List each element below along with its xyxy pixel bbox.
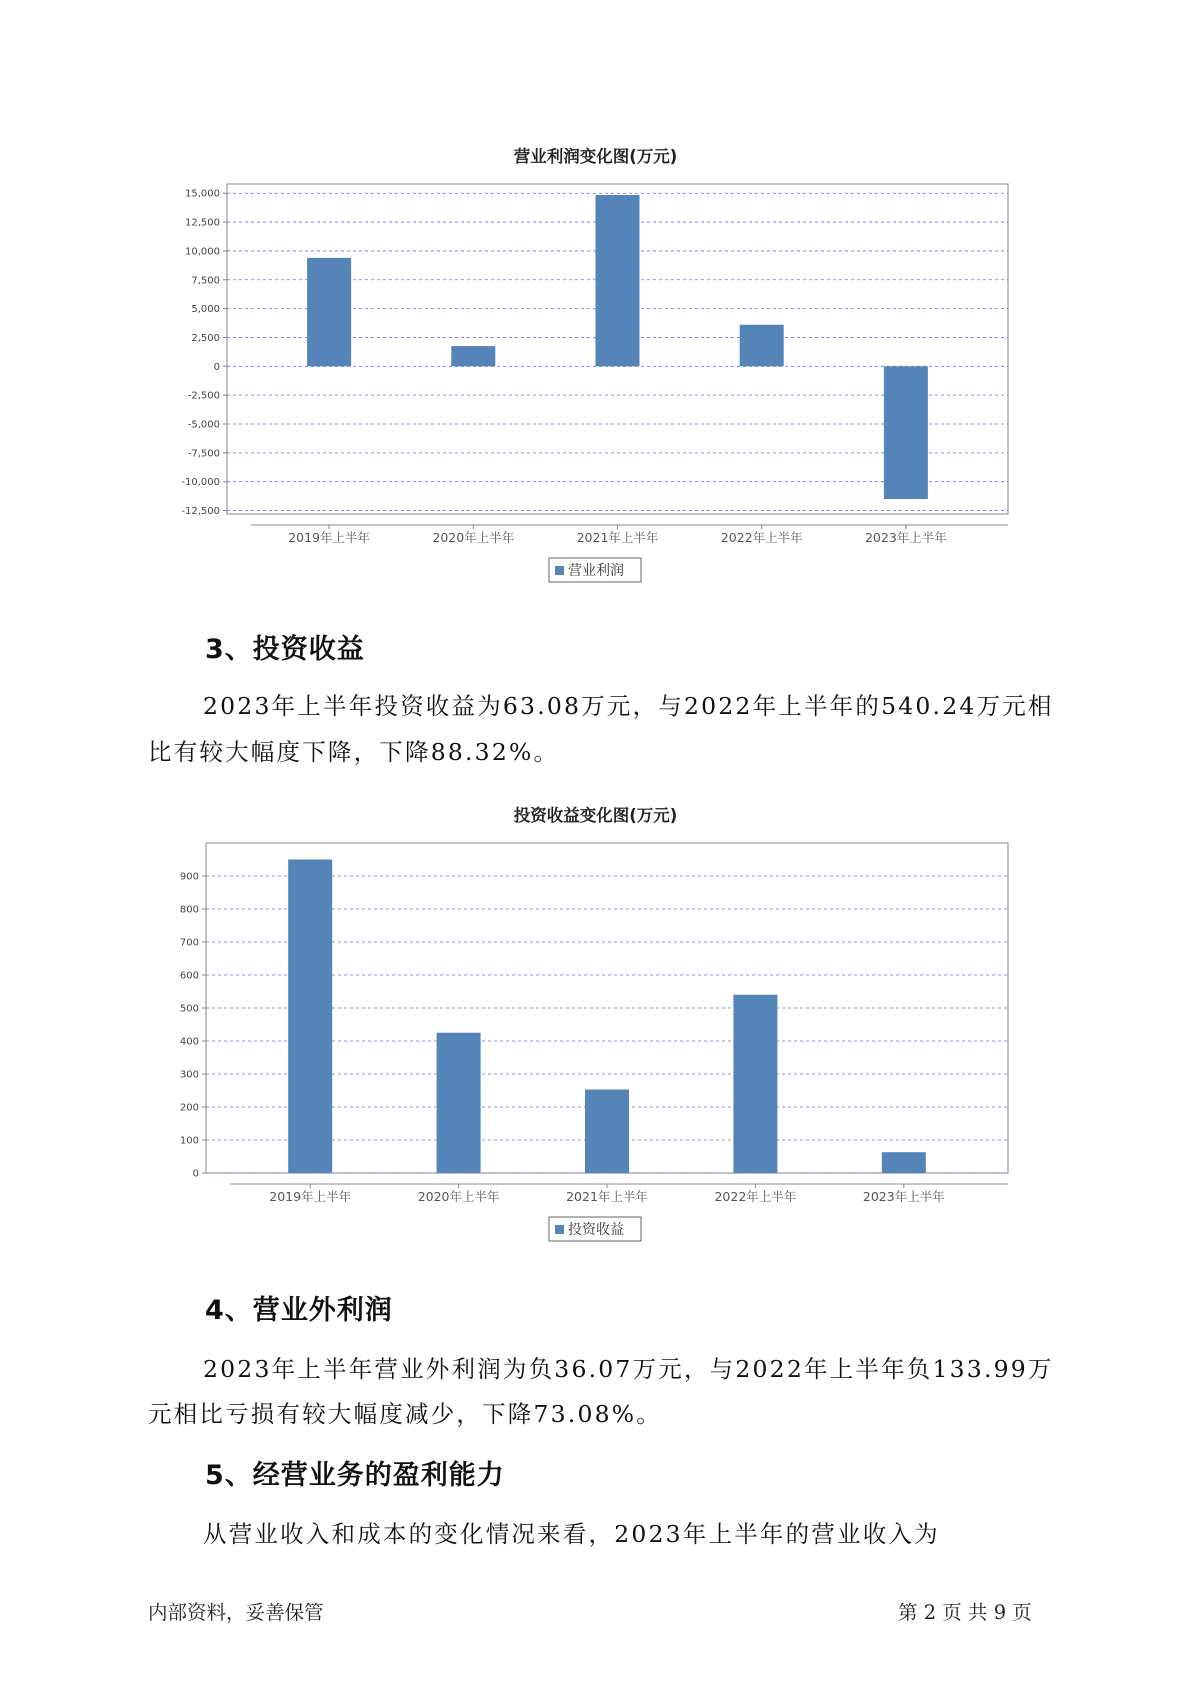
chart1-xtick-label: 2021年上半年 bbox=[576, 530, 659, 545]
chart1-ytick-label: -10,000 bbox=[181, 477, 220, 489]
chart2-ytick-label: 700 bbox=[179, 937, 199, 949]
section-4-paragraph-line-2: 元相比亏损有较大幅度减少，下降73.08%。 bbox=[148, 1400, 663, 1428]
chart2-legend-swatch bbox=[555, 1225, 564, 1234]
chart1-ytick-label: 7,500 bbox=[191, 275, 220, 287]
chart2-bar bbox=[288, 860, 332, 1174]
chart1-xtick-label: 2020年上半年 bbox=[432, 530, 515, 545]
chart2-ytick-label: 300 bbox=[179, 1069, 199, 1081]
chart1-legend-label: 营业利润 bbox=[568, 563, 624, 579]
footer-confidential-note: 内部资料，妥善保管 bbox=[148, 1601, 324, 1624]
chart2-ytick-label: 200 bbox=[179, 1102, 199, 1114]
footer-page-number: 第 2 页 共 9 页 bbox=[898, 1601, 1032, 1624]
chart2-bar bbox=[585, 1090, 629, 1173]
chart1-ytick-label: 5,000 bbox=[191, 304, 220, 316]
section-4-heading: 4、营业外利润 bbox=[205, 1295, 393, 1326]
section-3-paragraph-line-1: 2023年上半年投资收益为63.08万元，与2022年上半年的540.24万元相 bbox=[203, 692, 1054, 720]
chart1-title: 营业利润变化图(万元) bbox=[513, 147, 678, 166]
chart1-ytick-label: -5,000 bbox=[187, 419, 220, 431]
chart1-ytick-label: 10,000 bbox=[185, 246, 220, 258]
chart2-xtick-label: 2021年上半年 bbox=[566, 1189, 648, 1204]
chart2-ytick-label: 500 bbox=[179, 1003, 199, 1015]
chart1-ytick-label: -7,500 bbox=[187, 448, 220, 460]
chart1-ytick-label: 15,000 bbox=[185, 188, 220, 200]
chart2-xtick-label: 2019年上半年 bbox=[269, 1189, 352, 1204]
chart2-xtick-label: 2020年上半年 bbox=[417, 1189, 500, 1204]
chart1-ytick-label: 2,500 bbox=[191, 332, 220, 344]
chart2-ytick-label: 600 bbox=[179, 970, 199, 982]
chart1-ytick-label: 12,500 bbox=[185, 217, 220, 229]
chart1-xtick-label: 2023年上半年 bbox=[864, 530, 947, 545]
section-4-paragraph-line-1: 2023年上半年营业外利润为负36.07万元，与2022年上半年负133.99万 bbox=[203, 1355, 1054, 1383]
chart1-ytick-label: -2,500 bbox=[187, 390, 220, 402]
section-5-heading: 5、经营业务的盈利能力 bbox=[205, 1460, 505, 1491]
chart1-ytick-label: -12,500 bbox=[181, 506, 220, 518]
chart2-ytick-label: 900 bbox=[179, 871, 199, 883]
section-3-paragraph-line-2: 比有较大幅度下降，下降88.32%。 bbox=[148, 738, 560, 766]
chart1-ytick-label: 0 bbox=[213, 361, 220, 373]
chart2-ytick-label: 100 bbox=[179, 1135, 199, 1147]
chart2-bar bbox=[882, 1152, 926, 1173]
chart2-ytick-label: 400 bbox=[179, 1036, 199, 1048]
chart2-ytick-label: 800 bbox=[179, 904, 199, 916]
chart1-xtick-label: 2019年上半年 bbox=[288, 530, 371, 545]
chart2-ytick-label: 0 bbox=[192, 1168, 199, 1180]
chart2-legend-label: 投资收益 bbox=[568, 1222, 624, 1238]
chart2-xtick-label: 2022年上半年 bbox=[714, 1189, 797, 1204]
section-3-heading: 3、投资收益 bbox=[205, 634, 365, 665]
chart2-bar bbox=[437, 1033, 481, 1173]
chart2-bar bbox=[733, 995, 777, 1173]
chart2-title: 投资收益变化图(万元) bbox=[513, 806, 678, 825]
chart1-xtick-label: 2022年上半年 bbox=[720, 530, 803, 545]
section-5-paragraph-line-1: 从营业收入和成本的变化情况来看，2023年上半年的营业收入为 bbox=[203, 1520, 940, 1548]
chart2-xtick-label: 2023年上半年 bbox=[862, 1189, 945, 1204]
